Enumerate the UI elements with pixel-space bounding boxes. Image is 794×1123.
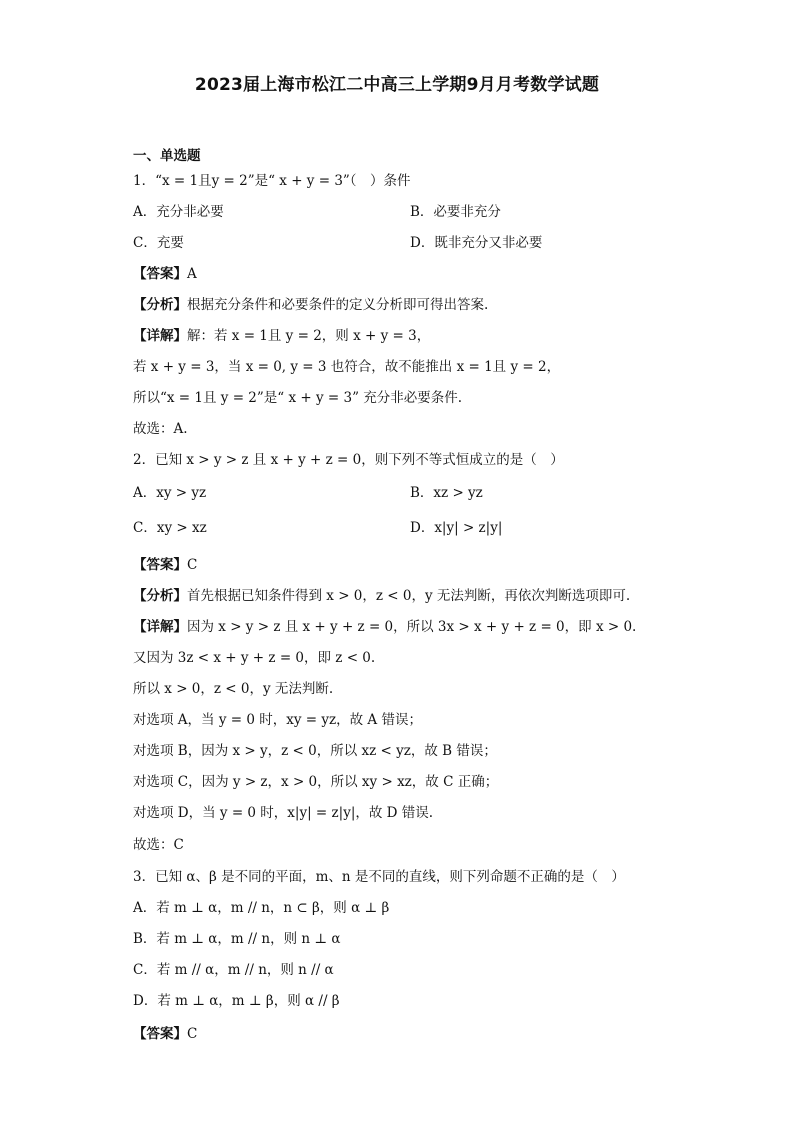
q2-stem: 2．已知 x > y > z 且 x + y + z = 0，则下列不等式恒成立的是（ ） (133, 452, 564, 468)
answer-value: C (187, 1026, 198, 1042)
analysis-text: 根据充分条件和必要条件的定义分析即可得出答案. (187, 297, 489, 313)
detail-text: 因为 x > y > z 且 x + y + z = 0，所以 3x > x + y + z = 0，即 x > 0. (187, 619, 637, 635)
detail-tag: 【详解】 (133, 328, 187, 344)
section-heading: 一、单选题 (133, 148, 201, 164)
answer-value: A (187, 266, 197, 282)
q2-detail-5: 对选项 B，因为 x > y，z < 0，所以 xz < yz，故 B 错误； (133, 743, 497, 759)
q1-option-d: D．既非充分又非必要 (410, 235, 543, 251)
q2-option-d: D．x|y| > z|y| (410, 520, 503, 536)
q1-detail-2: 若 x + y = 3，当 x = 0, y = 3 也符合，故不能推出 x = 1且 y = 2， (133, 359, 561, 375)
q3-option-c: C．若 m // α，m // n，则 n // α (133, 962, 334, 978)
detail-text: 解：若 x = 1且 y = 2，则 x + y = 3， (187, 328, 431, 344)
q2-conclusion: 故选：C (133, 837, 184, 853)
q3-stem: 3．已知 α、β 是不同的平面，m、n 是不同的直线，则下列命题不正确的是（ ） (133, 869, 625, 885)
q3-option-d: D．若 m ⊥ α，m ⊥ β，则 α // β (133, 993, 340, 1009)
q2-detail-7: 对选项 D，当 y = 0 时，x|y| = z|y|，故 D 错误. (133, 805, 434, 821)
answer-tag: 【答案】 (133, 557, 187, 573)
answer-tag: 【答案】 (133, 1026, 187, 1042)
detail-tag: 【详解】 (133, 619, 187, 635)
q2-detail-1 (133, 617, 636, 637)
analysis-tag: 【分析】 (133, 588, 187, 604)
document-title: 2023届上海市松江二中高三上学期9月月考数学试题 (194, 75, 600, 95)
q1-analysis (133, 295, 488, 315)
answer-tag: 【答案】 (133, 266, 187, 282)
q1-answer (133, 264, 197, 284)
q1-detail-3: 所以“x = 1且 y = 2”是“ x + y = 3” 充分非必要条件. (133, 390, 463, 406)
q3-option-b: B．若 m ⊥ α，m // n，则 n ⊥ α (133, 931, 341, 947)
q2-detail-3: 所以 x > 0，z < 0，y 无法判断. (133, 681, 334, 697)
q1-option-c: C．充要 (133, 235, 184, 251)
q1-stem: 1．“x = 1且y = 2”是“ x + y = 3”（ ）条件 (133, 173, 411, 189)
q3-answer (133, 1024, 197, 1044)
q1-conclusion: 故选：A. (133, 421, 188, 437)
q3-option-a: A．若 m ⊥ α，m // n，n ⊂ β，则 α ⊥ β (133, 900, 390, 916)
q2-option-a: A．xy > yz (133, 485, 207, 501)
q2-detail-6: 对选项 C，因为 y > z，x > 0，所以 xy > xz，故 C 正确； (133, 774, 499, 790)
q1-detail-1 (133, 326, 430, 346)
answer-value: C (187, 557, 198, 573)
q2-analysis (133, 586, 630, 606)
q1-option-a: A．充分非必要 (133, 204, 224, 220)
q1-option-b: B．必要非充分 (410, 204, 501, 220)
q2-answer (133, 555, 197, 575)
q2-option-b: B．xz > yz (410, 485, 483, 501)
q2-option-c: C．xy > xz (133, 520, 207, 536)
q2-detail-2: 又因为 3z < x + y + z = 0，即 z < 0. (133, 650, 376, 666)
analysis-tag: 【分析】 (133, 297, 187, 313)
q2-detail-4: 对选项 A，当 y = 0 时，xy = yz，故 A 错误； (133, 712, 422, 728)
analysis-text: 首先根据已知条件得到 x > 0，z < 0，y 无法判断，再依次判断选项即可. (187, 588, 631, 604)
